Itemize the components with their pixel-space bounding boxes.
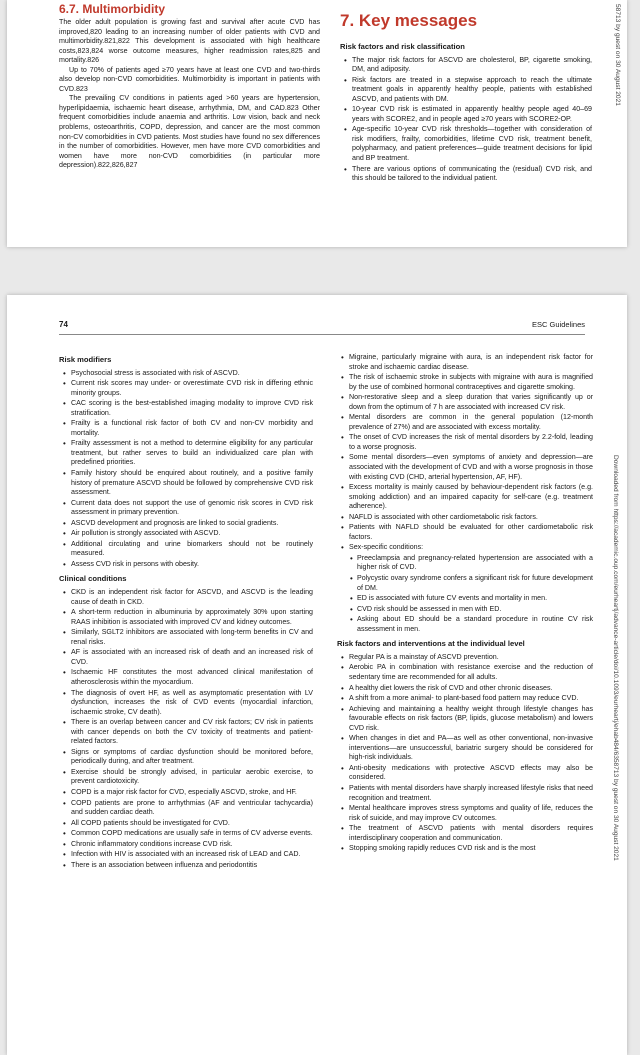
risk-factors-block bbox=[340, 42, 592, 185]
list-item: • COPD patients are prone to arrhythmias (AF and ventricular tachycardia) and sudden cardiac death. bbox=[71, 799, 313, 818]
list-item: • ASCVD development and prognosis are linked to social gradients. bbox=[71, 519, 313, 529]
list-item: • The risk of ischaemic stroke in subjects with migraine with aura is magnified by the use of combined hormonal contraceptives and cigarette smoking. bbox=[349, 373, 593, 392]
list-item: • There are various options of communicating the (residual) CVD risk, and this should be tailored to the individual patient. bbox=[352, 165, 592, 184]
list-item: • Migraine, particularly migraine with aura, is an independent risk factor for stroke and ischaemic cardiac disease. bbox=[349, 353, 593, 372]
left-column bbox=[59, 355, 313, 871]
list-item: • Non-restorative sleep and a sleep duration that varies significantly up or down from the optimum of 7 h are associated with increased CV risk. bbox=[349, 393, 593, 412]
list-item: • Psychosocial stress is associated with risk of ASCVD. bbox=[71, 369, 313, 379]
conditions-continued-list bbox=[337, 353, 593, 553]
list-item: • Common COPD medications are usually safe in terms of CV adverse events. bbox=[71, 829, 313, 839]
list-item: • Achieving and maintaining a healthy weight through lifestyle changes has favourable effects on risk factors (BP, lipids, glucose metabolism) and lowers CVD risk. bbox=[349, 705, 593, 734]
interventions-heading: Risk factors and interventions at the individual level bbox=[337, 639, 525, 649]
list-item: • Preeclampsia and pregnancy-related hypertension are associated with a higher risk of CVD. bbox=[357, 554, 593, 573]
list-item: • Some mental disorders—even symptoms of anxiety and depression—are associated with the development of CVD and with a worse prognosis in those with existing CVD (CHD, arterial hypertension, AF, HF). bbox=[349, 453, 593, 482]
risk-modifiers-heading: Risk modifiers bbox=[59, 355, 112, 364]
list-item: • The onset of CVD increases the risk of mental disorders by 2.2-fold, leading to a worse prognosis. bbox=[349, 433, 593, 452]
interventions-list bbox=[337, 653, 593, 854]
list-item: • CVD risk should be assessed in men with ED. bbox=[357, 605, 593, 615]
list-item: • Mental healthcare improves stress symptoms and quality of life, reduces the risk of suicide, and may improve CV outcomes. bbox=[349, 804, 593, 823]
list-item: • COPD is a major risk factor for CVD, especially ASCVD, stroke, and HF. bbox=[71, 788, 313, 798]
list-item: • CAC scoring is the best-established imaging modality to improve CVD risk stratification. bbox=[71, 399, 313, 418]
list-item: • Frailty is a functional risk factor of both CV and non-CV morbidity and mortality. bbox=[71, 419, 313, 438]
list-item: • A short-term reduction in albuminuria by approximately 30% upon starting RAAS inhibition is associated with improved CV and kidney outcomes. bbox=[71, 608, 313, 627]
risk-factors-list bbox=[340, 56, 592, 184]
list-item: • Sex-specific conditions: bbox=[349, 543, 593, 553]
risk-modifiers-list bbox=[59, 369, 313, 570]
list-item: • Frailty assessment is not a method to determine eligibility for any particular treatment, but rather serves to build an individualized care plan with predefined priorities. bbox=[71, 439, 313, 468]
list-item: • The treatment of ASCVD patients with mental disorders requires interdisciplinary cooperation and communication. bbox=[349, 824, 593, 843]
list-item: • Similarly, SGLT2 inhibitors are associated with long-term benefits in CV and renal risks. bbox=[71, 628, 313, 647]
side-download-text: Downloaded from https://academic.oup.com/eurheartj/advance-article/doi/10.1093/eurheartj/ehab484/6358713 by guest on 30 August 2021 bbox=[612, 455, 619, 861]
list-item: • When changes in diet and PA—as well as other conventional, non-invasive interventions—are unsuccessful, bariatric surgery should be considered for high-risk individuals. bbox=[349, 734, 593, 763]
list-item: • Age-specific 10-year CVD risk thresholds—together with consideration of risk modifiers, frailty, comorbidities, lifetime CVD risk, treatment benefit, polypharmacy, and patient preferences—guide treatment decisions for lipid and BP treatment. bbox=[352, 125, 592, 163]
sex-specific-list bbox=[337, 554, 593, 634]
list-item: • Risk factors are treated in a stepwise approach to reach the ultimate treatment goals in apparently healthy people, patients with established ASCVD, and patients with DM. bbox=[352, 76, 592, 105]
risk-factors-heading: Risk factors and risk classification bbox=[340, 42, 465, 51]
top-page bbox=[7, 0, 627, 247]
list-item: • Excess mortality is mainly caused by behaviour-dependent risk factors (e.g. smoking addiction) and an impaired capacity for self-care (e.g. treatment adherence). bbox=[349, 483, 593, 512]
list-item: • Mental disorders are common in the general population (12-month prevalence of 27%) and are associated with excess mortality. bbox=[349, 413, 593, 432]
header-divider bbox=[59, 334, 585, 335]
list-item: • Chronic inflammatory conditions increase CVD risk. bbox=[71, 840, 313, 850]
list-item: • ED is associated with future CV events and mortality in men. bbox=[357, 594, 593, 604]
list-item: • Polycystic ovary syndrome confers a significant risk for future development of DM. bbox=[357, 574, 593, 593]
paragraph: The prevailing CV conditions in patients aged >60 years are hypertension, hyperlipidaemia, ischaemic heart disease, arrhythmia, DM, and CAD.823 Other frequent comorbidities include anaemia and arthritis. Low vision, back and neck problems, osteoarthritis, COPD, depression, and cancer are the most common non-CV comorbidities in CVD patients. Most studies have found no sex differences in the number of comorbidities. However, men have more CVD comorbidities and women have more non-CVD comorbidities (in particular more depression).822,826,827 bbox=[59, 94, 320, 170]
list-item: • 10-year CVD risk is estimated in apparently healthy people aged 40–69 years with SCORE2, and in people aged ≥70 years with SCORE2-OP. bbox=[352, 105, 592, 124]
list-item: • There is an association between influenza and periodontitis bbox=[71, 861, 313, 871]
list-item: • The major risk factors for ASCVD are cholesterol, BP, cigarette smoking, DM, and adiposity. bbox=[352, 56, 592, 75]
list-item: • A shift from a more animal- to plant-based food pattern may reduce CVD. bbox=[349, 694, 593, 704]
clinical-conditions-list bbox=[59, 588, 313, 870]
bottom-page bbox=[7, 295, 627, 1055]
list-item: • Infection with HIV is associated with an increased risk of LEAD and CAD. bbox=[71, 850, 313, 860]
side-download-text: 58713 by guest on 30 August 2021 bbox=[614, 4, 621, 106]
list-item: • The diagnosis of overt HF, as well as asymptomatic presentation with LV dysfunction, increases the risk of CVD events (myocardial infarction, ischaemic stroke, CV death). bbox=[71, 689, 313, 718]
right-column bbox=[337, 353, 593, 855]
clinical-conditions-heading: Clinical conditions bbox=[59, 574, 127, 584]
list-item: • Aerobic PA in combination with resistance exercise and the reduction of sedentary time are recommended for all adults. bbox=[349, 663, 593, 682]
list-item: • Assess CVD risk in persons with obesity. bbox=[71, 560, 313, 570]
list-item: • Anti-obesity medications with protective ASCVD effects may also be considered. bbox=[349, 764, 593, 783]
list-item: • All COPD patients should be investigated for CVD. bbox=[71, 819, 313, 829]
list-item: • NAFLD is associated with other cardiometabolic risk factors. bbox=[349, 513, 593, 523]
list-item: • Additional circulating and urine biomarkers should not be routinely measured. bbox=[71, 540, 313, 559]
list-item: • Current data does not support the use of genomic risk scores in CVD risk assessment in primary prevention. bbox=[71, 499, 313, 518]
list-item: • Stopping smoking rapidly reduces CVD risk and is the most bbox=[349, 844, 593, 854]
paragraph: Up to 70% of patients aged ≥70 years have at least one CVD and two-thirds also develop non-CVD comorbidities. Multimorbidity is important in patients with CVD.823 bbox=[59, 65, 320, 93]
list-item: • Asking about ED should be a standard procedure in routine CV risk assessment in men. bbox=[357, 615, 593, 634]
list-item: • CKD is an independent risk factor for ASCVD, and ASCVD is the leading cause of death in CKD. bbox=[71, 588, 313, 607]
list-item: • Family history should be enquired about routinely, and a positive family history of premature ASCVD should be followed by comprehensive CVD risk assessment. bbox=[71, 469, 313, 498]
list-item: • Current risk scores may under- or overestimate CVD risk in differing ethnic minority groups. bbox=[71, 379, 313, 398]
list-item: • There is an overlap between cancer and CV risk factors; CV risk in patients with cancer depends on both the CV toxicity of treatments and patient-related factors. bbox=[71, 718, 313, 747]
page-number: 74 bbox=[59, 320, 68, 329]
section-title: 6.7. Multimorbidity bbox=[59, 2, 166, 16]
list-item: • A healthy diet lowers the risk of CVD and other chronic diseases. bbox=[349, 684, 593, 694]
multimorbidity-text bbox=[59, 18, 320, 171]
list-item: • Ischaemic HF constitutes the most advanced clinical manifestation of atherosclerosis within the myocardium. bbox=[71, 668, 313, 687]
list-item: • Regular PA is a mainstay of ASCVD prevention. bbox=[349, 653, 593, 663]
list-item: • Air pollution is strongly associated with ASCVD. bbox=[71, 529, 313, 539]
list-item: • Exercise should be strongly advised, in particular aerobic exercise, to prevent cardiotoxicity. bbox=[71, 768, 313, 787]
running-head: ESC Guidelines bbox=[532, 320, 585, 329]
list-item: • Signs or symptoms of cardiac dysfunction should be monitored before, periodically during, and after treatment. bbox=[71, 748, 313, 767]
list-item: • Patients with mental disorders have sharply increased lifestyle risks that need recognition and treatment. bbox=[349, 784, 593, 803]
paragraph: The older adult population is growing fast and survival after acute CVD has improved,820 leading to an increasing number of older patients with CVD and multimorbidity.821,822 This development is associated with high healthcare costs,823,824 worse outcome measures, higher readmission rates,825 and mortality.826 bbox=[59, 18, 320, 65]
list-item: • AF is associated with an increased risk of death and an increased risk of CVD. bbox=[71, 648, 313, 667]
key-messages-title: 7. Key messages bbox=[340, 11, 478, 30]
list-item: • Patients with NAFLD should be evaluated for other cardiometabolic risk factors. bbox=[349, 523, 593, 542]
